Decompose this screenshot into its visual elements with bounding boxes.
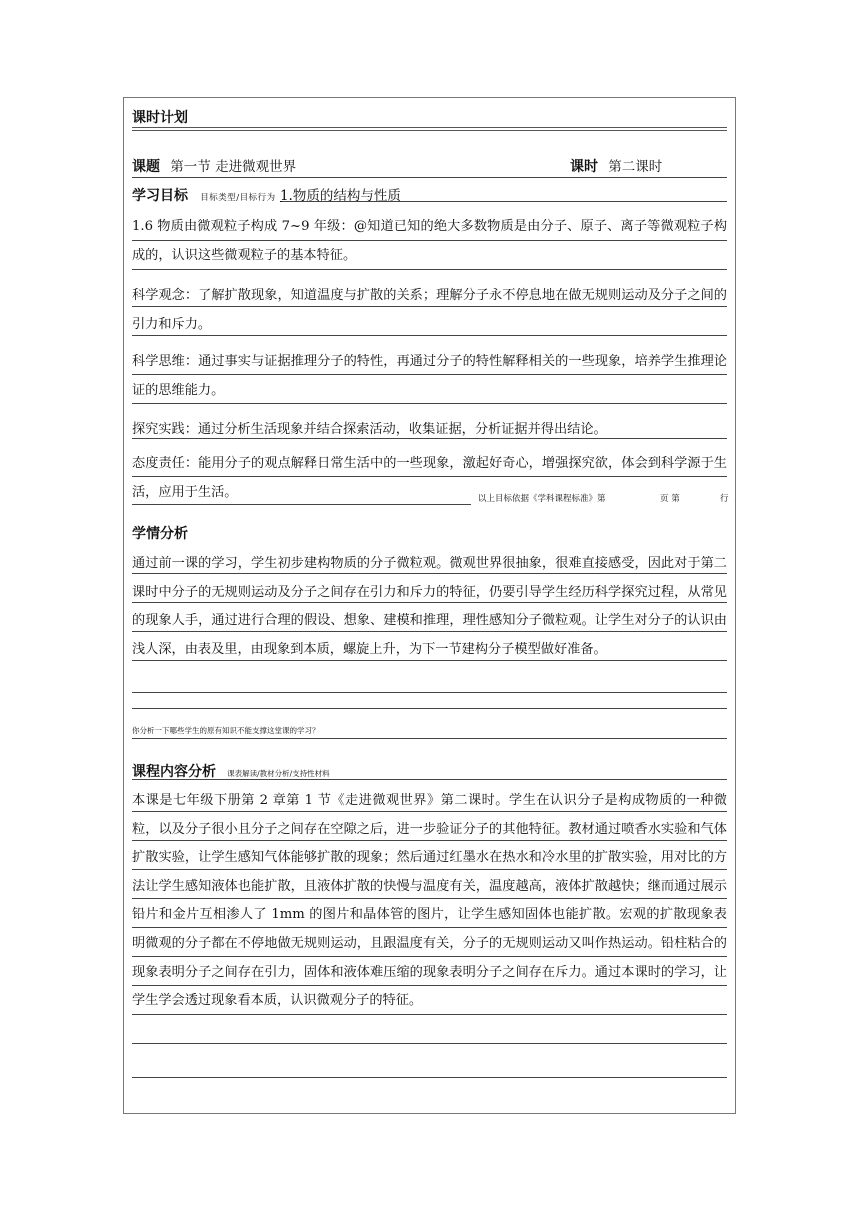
objective-item-3: 科学思维：通过事实与证据推理分子的特性，再通过分子的特性解释相关的一些现象，培养学生推理论证的思维能力。 xyxy=(132,354,727,398)
rule xyxy=(132,1014,727,1015)
rule xyxy=(132,335,727,336)
header-divider xyxy=(132,127,727,131)
objectives-label: 学习目标 xyxy=(132,188,188,204)
lesson-plan-frame xyxy=(123,97,736,1114)
rule xyxy=(132,602,727,603)
analysis-question: 你分析一下哪些学生的原有知识不能支撑这堂课的学习？ xyxy=(132,726,320,735)
rule xyxy=(132,374,727,375)
content-analysis-text: 本课是七年级下册第 2 章第 1 节《走进微观世界》第二课时。学生在认识分子是构成物质的一种微粒，以及分子很小且分子之间存在空隙之后，进一步验证分子的其他特征。教材通过喷香水实验和气体扩散实验，让学生感知气体能够扩散的现象；然后通过红墨水在热水和冷水里的扩散实验，用对比的方法让学生感知液体也能扩散，且液体扩散的快慢与温度有关，温度越高，液体扩散越快；继而通过展示铅片和金片互相渗人了 1mm 的图片和晶体管的图片，让学生感知固体也能扩散。宏观的扩散现象表明微观的分子都在不停地做无规则运动，且跟温度有关，分子的无规则运动又叫作热运动。铅柱粘合的现象表明分子之间存在引力，固体和液体难压缩的现象表明分子之间存在斥力。通过本课时的学习，让学生学会透过现象看本质，认识微观分子的特征。 xyxy=(132,793,727,1009)
rule xyxy=(132,504,471,505)
period-label: 课时 xyxy=(570,159,598,175)
period-value: 第二课时 xyxy=(608,159,663,175)
rule xyxy=(132,403,727,404)
content-analysis-label: 课程内容分析 xyxy=(132,764,216,780)
rule xyxy=(132,269,727,270)
rule xyxy=(132,869,727,870)
source-page-word: 页 第 xyxy=(660,494,680,504)
rule xyxy=(132,985,727,986)
rule xyxy=(132,692,727,693)
rule xyxy=(132,306,727,307)
rule xyxy=(132,438,727,439)
intro-underline xyxy=(282,201,727,202)
plan-header: 课时计划 xyxy=(132,110,188,126)
objective-item-5: 态度责任：能用分子的观点解释日常生活中的一些现象，激起好奇心，增强探究欲，体会到科学源于生活，应用于生活。 xyxy=(132,456,727,500)
objectives-hint: 目标类型/目标行为 xyxy=(200,193,276,203)
rule xyxy=(132,631,727,632)
rule xyxy=(132,708,727,709)
source-note: 以上目标依据《学科课程标准》第 xyxy=(478,494,606,504)
rule xyxy=(132,476,727,477)
rule xyxy=(132,811,727,812)
objective-item-1: 1.6 物质由微观粒子构成 7~9 年级：@知道已知的绝大多数物质是由分子、原子、离子等微观粒子构成的，认识这些微观粒子的基本特征。 xyxy=(132,219,727,263)
rule xyxy=(132,660,727,661)
content-analysis-hint: 课表解读/教材分析/支持性材料 xyxy=(227,769,330,778)
topic-value: 第一节 走进微观世界 xyxy=(170,159,297,175)
topic-divider xyxy=(132,177,727,178)
topic-label: 课题 xyxy=(132,159,160,175)
topic-row xyxy=(132,155,727,176)
rule xyxy=(132,840,727,841)
rule xyxy=(132,927,727,928)
rule xyxy=(132,898,727,899)
analysis-text: 通过前一课的学习，学生初步建构物质的分子微粒观。微观世界很抽象，很难直接感受，因此对于第二课时中分子的无规则运动及分子之间存在引力和斥力的特征，仍要引导学生经历科学探究过程，从常见的现象人手，通过进行合理的假设、想象、建模和推理，理性感知分子微粒观。让学生对分子的认识由浅人深，由表及里，由现象到本质，螺旋上升，为下一节建构分子模型做好准备。 xyxy=(132,556,727,657)
rule xyxy=(132,738,727,739)
rule xyxy=(132,779,727,780)
rule xyxy=(132,1077,727,1078)
objectives-intro: 1.物质的结构与性质 xyxy=(279,188,401,204)
analysis-label: 学情分析 xyxy=(132,526,188,542)
objective-item-2: 科学观念：了解扩散现象，知道温度与扩散的关系；理解分子永不停息地在做无规则运动及分子之间的引力和斥力。 xyxy=(132,288,727,332)
rule xyxy=(132,1043,727,1044)
source-line-word: 行 xyxy=(720,494,729,504)
content-analysis-row xyxy=(132,761,727,781)
rule xyxy=(132,956,727,957)
rule xyxy=(132,240,727,241)
rule xyxy=(132,573,727,574)
objective-item-4: 探究实践：通过分析生活现象并结合探索活动，收集证据，分析证据并得出结论。 xyxy=(132,422,607,437)
